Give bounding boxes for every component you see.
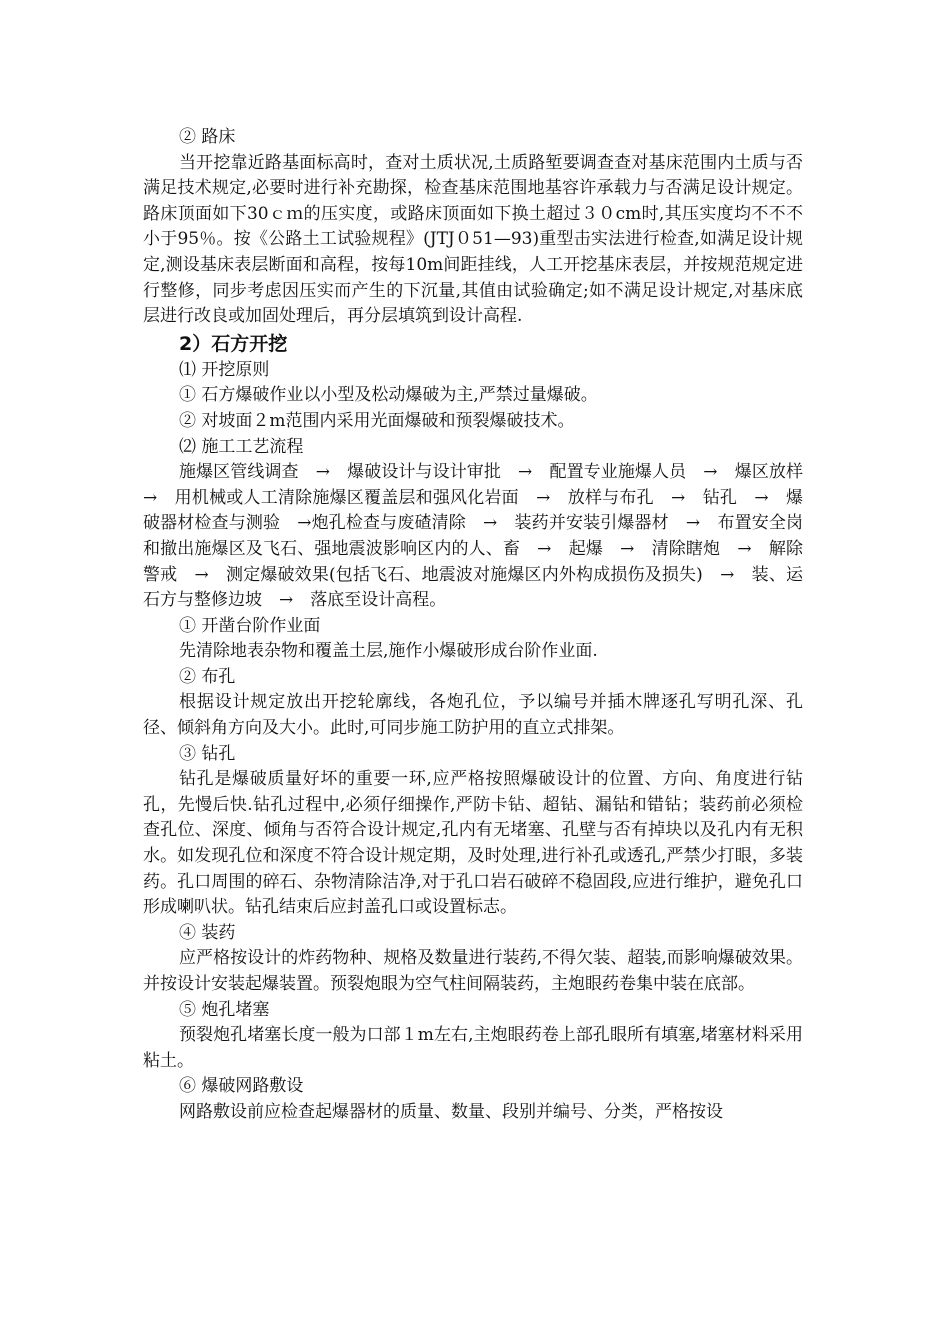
heading-excavation-principles: ⑴ 开挖原则 — [179, 359, 270, 380]
step-heading-charging: ④ 装药 — [179, 922, 236, 943]
step-body-charging: 应严格按设计的炸药物种、规格及数量进行装药,不得欠装、超装,而影响爆破效果。并按设计安装起爆装置。预裂炮眼为空气柱间隔装药，主炮眼药卷集中装在底部。 — [143, 948, 803, 994]
paragraph-process-flow: 施爆区管线调查 → 爆破设计与设计审批 → 配置专业施爆人员 → 爆区放样 → 用机械或人工清除施爆区覆盖层和强风化岩面 → 放样与布孔 → 钻孔 → 爆破器材检查与测验 →炮孔检查与废碴清除 → 装药并安装引爆器材 → 布置安全岗和撤出施爆区及飞石、强地震波影响区内的人、畜 → 起爆 → 清除瞎炮 → 解除警戒 → 测定爆破效果(包括飞石、地震波对施爆区内外构成损伤及损失) → 装、运石方与整修边坡 → 落底至设计高程。 — [143, 462, 820, 611]
step-heading-bench-face: ① 开凿台阶作业面 — [179, 615, 321, 636]
step-heading-hole-layout: ② 布孔 — [179, 666, 236, 687]
step-heading-drilling: ③ 钻孔 — [179, 743, 236, 764]
step-heading-blasting-network: ⑥ 爆破网路敷设 — [179, 1076, 304, 1097]
principle-item-1: ① 石方爆破作业以小型及松动爆破为主,严禁过量爆破。 — [179, 385, 598, 406]
principle-item-2: ② 对坡面２m范围内采用光面爆破和预裂爆破技术。 — [179, 410, 575, 431]
step-body-bench-face: 先清除地表杂物和覆盖土层,施作小爆破形成台阶作业面. — [179, 641, 598, 662]
document-page — [143, 125, 820, 1126]
step-body-blasting-network: 网路敷设前应检查起爆器材的质量、数量、段别并编号、分类，严格按设 — [179, 1101, 723, 1122]
step-body-drilling: 钻孔是爆破质量好坏的重要一环,应严格按照爆破设计的位置、方向、角度进行钻孔，先慢后快.钻孔过程中,必须仔细操作,严防卡钻、超钻、漏钻和错钻；装药前必须检查孔位、深度、倾角与否符合设计规定,孔内有无堵塞、孔壁与否有掉块以及孔内有无积水。如发现孔位和深度不符合设计规定期，及时处理,进行补孔或透孔,严禁少打眼，多装药。孔口周围的碎石、杂物清除洁净,对于孔口岩石破碎不稳固段,应进行维护，避免孔口形成喇叭状。钻孔结束后应封盖孔口或设置标志。 — [143, 769, 803, 918]
step-body-stemming: 预裂炮孔堵塞长度一般为口部１m左右,主炮眼药卷上部孔眼所有填塞,堵塞材料采用粘土。 — [143, 1025, 803, 1071]
subsection-heading-roadbed: ② 路床 — [179, 127, 236, 147]
section-title-rock-excavation: 2）石方开挖 — [179, 332, 288, 355]
paragraph-roadbed: 当开挖靠近路基面标高时，查对土质状况,土质路堑要调查查对基床范围内土质与否满足技术规定,必要时进行补充勘探，检查基床范围地基容许承载力与否满足设计规定。路床顶面如下30ｃｍ的压实度，或路床顶面如下换土超过３０cm时,其压实度均不不不小于95％。按《公路土工试验规程》(JTJ０51—93)重型击实法进行检查,如满足设计规定,测设基床表层断面和高程，按每10m间距挂线，人工开挖基床表层，并按规范规定进行整修，同步考虑因压实而产生的下沉量,其值由试验确定;如不满足设计规定,对基床底层进行改良或加固处理后，再分层填筑到设计高程. — [143, 152, 803, 327]
step-heading-stemming: ⑤ 炮孔堵塞 — [179, 999, 270, 1020]
step-body-hole-layout: 根据设计规定放出开挖轮廓线，各炮孔位，予以编号并插木牌逐孔写明孔深、孔径、倾斜角方向及大小。此时,可同步施工防护用的直立式排架。 — [143, 692, 803, 739]
heading-process-flow: ⑵ 施工工艺流程 — [179, 436, 304, 457]
